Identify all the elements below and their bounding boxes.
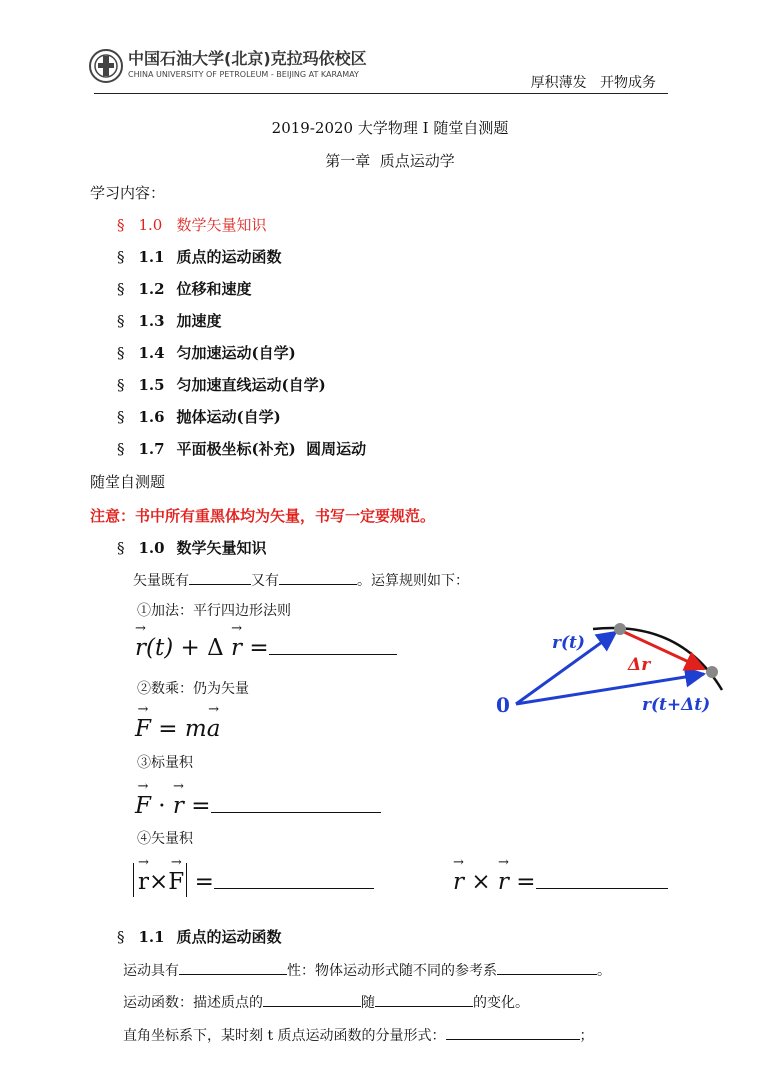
notice-text: 注意：书中所有重黑体均为矢量，书写一定要规范。 (90, 507, 436, 525)
component-form-line: 直角坐标系下，某时刻 t 质点运动函数的分量形式： ； (123, 1024, 594, 1045)
label-delta-r: Δr (628, 655, 651, 675)
section-item: § 1.6 抛体运动(自学) (117, 408, 281, 426)
equation-cross-self: → r × → r = (453, 868, 668, 895)
section-heading-1-1: § 1.1 质点的运动函数 (117, 928, 282, 946)
header-rule (94, 93, 668, 94)
chapter-title: 第一章 质点运动学 (325, 152, 455, 170)
answer-blank[interactable] (263, 991, 361, 1007)
answer-blank[interactable] (269, 634, 397, 655)
point-t (614, 623, 626, 635)
answer-blank[interactable] (189, 569, 251, 585)
equation-dot: → F · → r = (135, 792, 381, 819)
rule-addition: ①加法：平行四边形法则 (137, 603, 291, 619)
section-item: § 1.7 平面极坐标(补充) 圆周运动 (117, 440, 367, 458)
answer-blank[interactable] (211, 792, 381, 813)
answer-blank[interactable] (536, 868, 668, 889)
answer-blank[interactable] (497, 959, 597, 975)
equation-cross-magnitude: → r×→ F = (133, 868, 374, 897)
header-motto: 厚积薄发 开物成务 (530, 75, 656, 91)
learning-label: 学习内容： (90, 184, 166, 202)
answer-blank[interactable] (179, 959, 287, 975)
section-item: § 1.5 匀加速直线运动(自学) (117, 376, 326, 394)
rule-scalar: ②数乘：仍为矢量 (137, 681, 249, 697)
rule-dot: ③标量积 (137, 755, 193, 771)
logo-english-name: CHINA UNIVERSITY OF PETROLEUM - BEIJING AT KARAMAY (128, 70, 359, 79)
label-r-t: r(t) (552, 633, 585, 653)
section-item: § 1.2 位移和速度 (117, 280, 252, 298)
page-header (88, 44, 668, 96)
point-t-dt (706, 666, 718, 678)
answer-blank[interactable] (279, 569, 357, 585)
motion-function-line: 运动函数：描述质点的 随 的变化。 (123, 991, 529, 1012)
label-r-t-dt: r(t+Δt) (642, 695, 711, 715)
section-item: § 1.3 加速度 (117, 312, 222, 330)
answer-blank[interactable] (446, 1024, 580, 1040)
section-item: § 1.0 数学矢量知识 (117, 216, 267, 234)
quiz-label: 随堂自测题 (90, 473, 166, 491)
page-title: 2019-2020 大学物理 I 随堂自测题 (271, 119, 509, 137)
section-item: § 1.1 质点的运动函数 (117, 248, 282, 266)
label-origin: 0 (496, 693, 510, 717)
equation-force: → F = m→ a (135, 716, 220, 742)
equation-addition: → r(t) + Δ → r = (135, 634, 397, 661)
answer-blank[interactable] (214, 868, 374, 889)
vector-definition-line: 矢量既有 又有 。运算规则如下： (133, 569, 469, 590)
logo-chinese-name: 中国石油大学(北京)克拉玛依校区 (128, 49, 367, 68)
relativity-line: 运动具有 性：物体运动形式随不同的参考系 。 (123, 959, 611, 980)
section-heading-1-0: § 1.0 数学矢量知识 (117, 539, 267, 557)
university-logo-icon (88, 48, 124, 84)
section-item: § 1.4 匀加速运动(自学) (117, 344, 296, 362)
vector-diagram (490, 612, 735, 722)
rule-cross: ④矢量积 (137, 831, 193, 847)
answer-blank[interactable] (375, 991, 473, 1007)
